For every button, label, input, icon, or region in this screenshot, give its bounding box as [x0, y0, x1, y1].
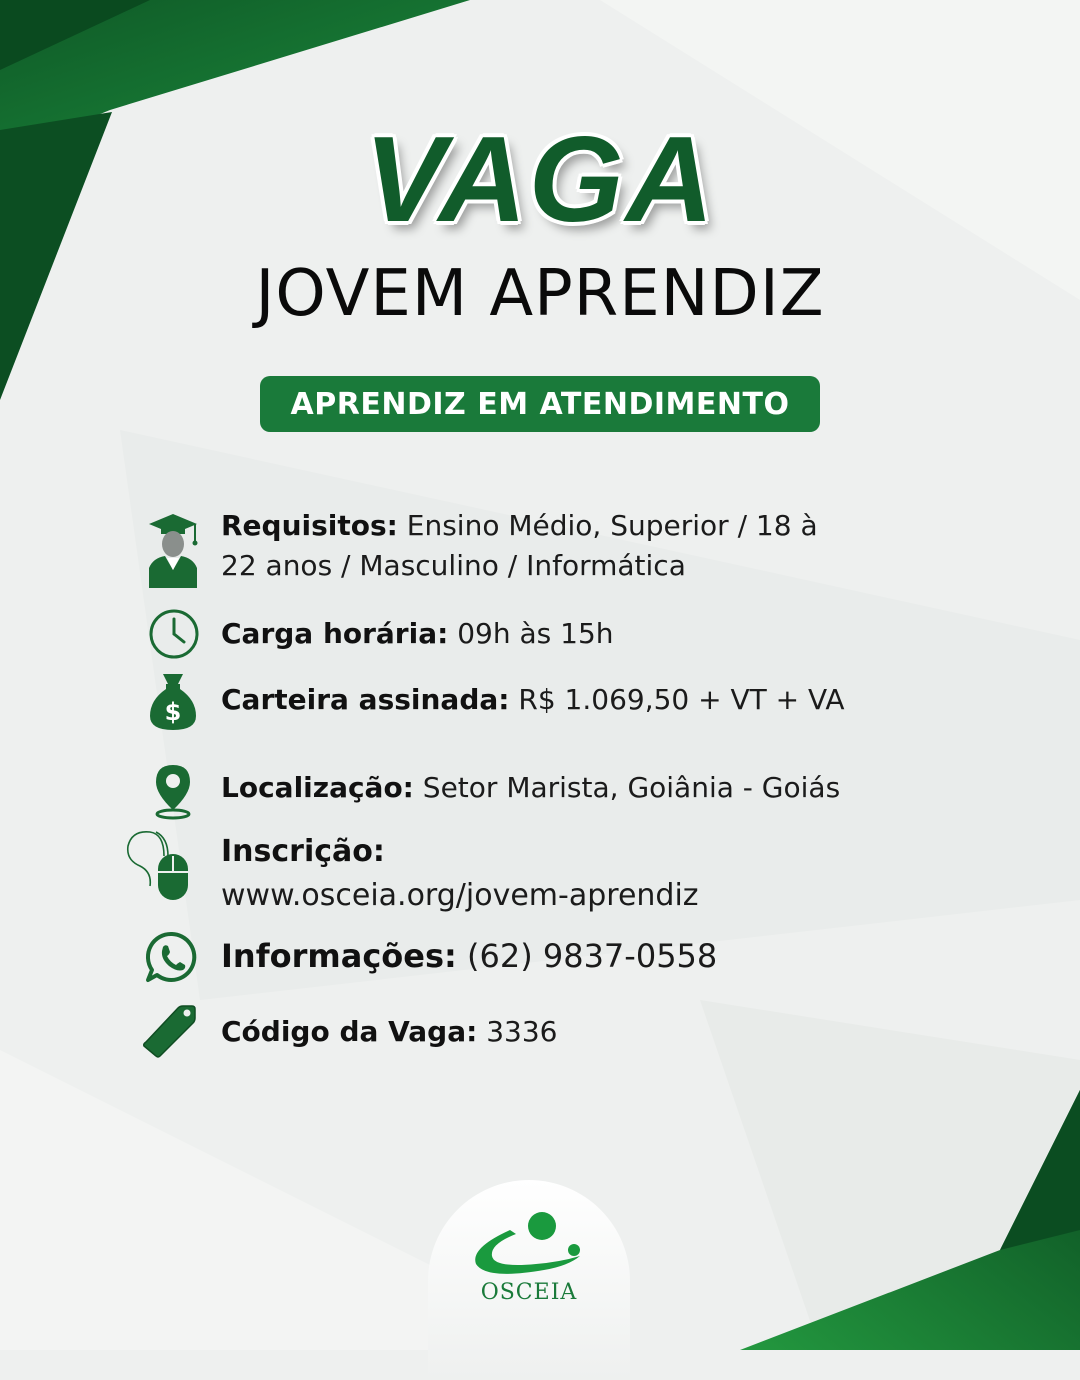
- requisitos-label: Requisitos:: [221, 509, 398, 542]
- position-badge: [260, 376, 820, 432]
- carga-label: Carga horária:: [221, 617, 449, 650]
- osceia-logo-icon: [464, 1208, 594, 1280]
- title-vaga: VAGA: [364, 111, 716, 247]
- title-jovem-aprendiz: JOVEM APRENDIZ: [255, 257, 825, 331]
- codigo-label: Código da Vaga:: [221, 1015, 478, 1048]
- clock-icon: [148, 608, 200, 660]
- location-pin-icon: [150, 762, 196, 820]
- informacoes-label: Informações:: [221, 937, 457, 975]
- requisitos-value-line1: Ensino Médio, Superior / 18 à: [406, 509, 818, 542]
- money-bag-icon: [146, 670, 200, 732]
- codigo-value: 3336: [486, 1015, 558, 1048]
- informacoes-value[interactable]: (62) 9837-0558: [466, 937, 718, 975]
- localizacao-label: Localização:: [221, 771, 414, 804]
- tag-icon: [142, 1002, 198, 1058]
- graduate-icon: [145, 512, 201, 590]
- localizacao-value: Setor Marista, Goiânia - Goiás: [422, 771, 841, 804]
- svg-text:$: $: [164, 698, 182, 726]
- requisitos-value-line2: 22 anos / Masculino / Informática: [221, 549, 686, 582]
- logo-text: OSCEIA: [480, 1280, 578, 1305]
- carteira-label: Carteira assinada:: [221, 683, 510, 716]
- inscricao-label: Inscrição:: [221, 834, 385, 869]
- inscricao-value[interactable]: www.osceia.org/jovem-aprendiz: [221, 878, 699, 913]
- whatsapp-icon: [145, 930, 199, 984]
- carga-value: 09h às 15h: [457, 617, 614, 650]
- position-badge-label: APRENDIZ EM ATENDIMENTO: [290, 386, 790, 422]
- carteira-value: R$ 1.069,50 + VT + VA: [518, 683, 845, 716]
- mouse-icon: [124, 826, 196, 904]
- logo-container: [428, 1180, 630, 1380]
